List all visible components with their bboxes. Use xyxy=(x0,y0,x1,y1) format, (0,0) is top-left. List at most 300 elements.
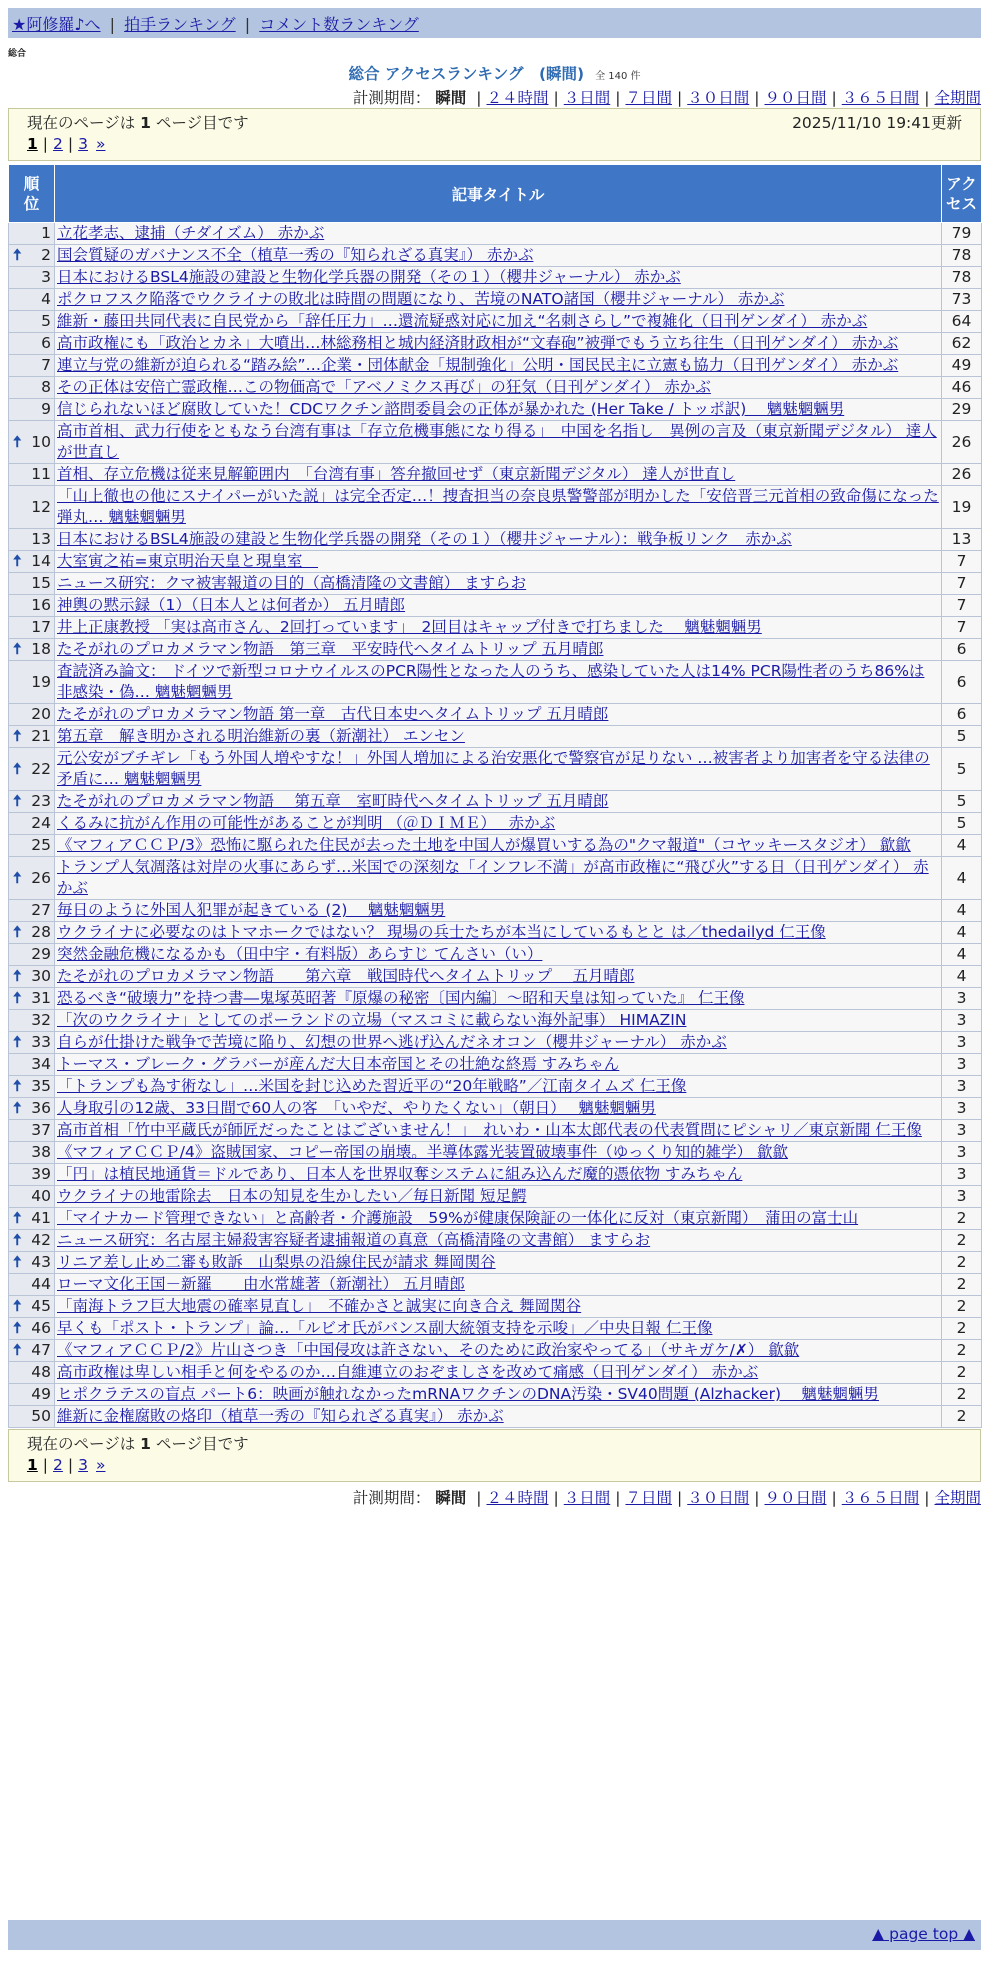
table-row xyxy=(9,421,982,464)
pagination-separator: | xyxy=(67,1456,74,1474)
article-title-link[interactable]: たそがれのプロカメラマン物語 第三章 平安時代へタイムトリップ 五月晴郎 xyxy=(57,640,604,658)
pagination xyxy=(27,133,962,155)
article-title-link[interactable]: ヒポクラテスの盲点 パート6：映画が触れなかったmRNAワクチンのDNA汚染・SV40問題 (Alzhacker) 魑魅魍魎男 xyxy=(57,1385,879,1403)
article-title-link[interactable]: ニュース研究：クマ被害報道の目的（高橋清隆の文書館） ますらお xyxy=(57,574,527,592)
article-title-link[interactable]: ポクロフスク陥落でウクライナの敗北は時間の問題になり、苦境のNATO諸国（櫻井ジャーナル） 赤かぶ xyxy=(57,290,785,308)
rank-cell xyxy=(9,704,55,726)
table-row xyxy=(9,551,982,573)
title-cell xyxy=(55,1406,942,1428)
period-option-link[interactable]: ９０日間 xyxy=(764,89,827,107)
period-separator: | xyxy=(754,89,760,107)
title-cell xyxy=(55,661,942,704)
article-title-link[interactable]: 維新に金権腐敗の烙印（植草一秀の『知られざる真実』） 赤かぶ xyxy=(57,1407,504,1425)
page-status: 現在のページは 1 ページ目です xyxy=(27,114,249,132)
column-header-rank: 順位 xyxy=(9,165,55,223)
table-row xyxy=(9,1384,982,1406)
pagination-next-link[interactable]: » xyxy=(96,1456,106,1474)
table-row xyxy=(9,748,982,791)
title-cell xyxy=(55,922,942,944)
ranking-title-line xyxy=(0,62,989,84)
rank-number: 6 xyxy=(41,334,51,352)
access-count: 7 xyxy=(942,573,982,595)
article-title-link[interactable]: たそがれのプロカメラマン物語 第五章 室町時代へタイムトリップ 五月晴郎 xyxy=(57,792,609,810)
title-cell xyxy=(55,1318,942,1340)
article-title-link[interactable]: その正体は安倍亡霊政権…この物価高で「アベノミクス再び」の狂気（日刊ゲンダイ） 赤かぶ xyxy=(57,378,711,396)
rank-number: 23 xyxy=(31,792,51,810)
title-cell xyxy=(55,1098,942,1120)
access-count: 73 xyxy=(942,289,982,311)
article-title-link[interactable]: ウクライナの地雷除去 日本の知見を生かしたい／毎日新聞 短足鰐 xyxy=(57,1187,527,1205)
access-count: 4 xyxy=(942,944,982,966)
title-cell xyxy=(55,1164,942,1186)
access-count: 62 xyxy=(942,333,982,355)
title-cell xyxy=(55,245,942,267)
article-title-link[interactable]: 「円」は植民地通貨＝ドルであり、日本人を世界収奪システムに組み込んだ魔的憑依物 すみちゃん xyxy=(57,1165,743,1183)
access-count: 29 xyxy=(942,399,982,421)
table-row xyxy=(9,1186,982,1208)
rank-number: 45 xyxy=(31,1297,51,1315)
title-cell xyxy=(55,813,942,835)
column-header-title: 記事タイトル xyxy=(55,165,942,223)
rank-number: 18 xyxy=(31,640,51,658)
title-cell xyxy=(55,529,942,551)
rank-number: 11 xyxy=(31,465,51,483)
period-option-link[interactable]: ３６５日間 xyxy=(841,89,920,107)
rank-number: 9 xyxy=(41,400,51,418)
rank-cell xyxy=(9,289,55,311)
table-row xyxy=(9,1230,982,1252)
period-separator: | xyxy=(754,1489,760,1507)
rank-cell xyxy=(9,399,55,421)
period-separator: | xyxy=(553,89,559,107)
table-row xyxy=(9,1076,982,1098)
article-title-link[interactable]: 「次のウクライナ」としてのポーランドの立場（マスコミに載らない海外記事） HIMAZIN xyxy=(57,1011,687,1029)
access-count: 3 xyxy=(942,1120,982,1142)
period-option-link[interactable]: ３０日間 xyxy=(687,1489,750,1507)
title-cell xyxy=(55,1384,942,1406)
rank-number: 50 xyxy=(31,1407,51,1425)
rank-cell xyxy=(9,267,55,289)
rank-cell xyxy=(9,486,55,529)
article-title-link[interactable]: 《マフィアＣＣＰ/2》片山さつき「中国侵攻は許さない、そのために政治家やってる」（サキガケ/✗） 歙歙 xyxy=(57,1341,800,1359)
article-title-link[interactable]: 《マフィアＣＣＰ/3》恐怖に駆られた住民が去った土地を中国人が爆買いする為の"クマ報道"（コヤッキースタジオ） 歙歙 xyxy=(57,836,911,854)
access-count: 26 xyxy=(942,421,982,464)
title-cell xyxy=(55,223,942,245)
access-count: 5 xyxy=(942,813,982,835)
rank-number: 44 xyxy=(31,1275,51,1293)
access-count: 2 xyxy=(942,1340,982,1362)
article-title-link[interactable]: 《マフィアＣＣＰ/4》盗賊国家、コピー帝国の崩壊。半導体露光装置破壊事件（ゆっくり知的雑学） 歙歙 xyxy=(57,1143,788,1161)
period-option-link[interactable]: ３６５日間 xyxy=(841,1489,920,1507)
up-arrow-icon: 🠅 xyxy=(13,868,22,887)
rank-number: 10 xyxy=(31,432,51,451)
rank-cell xyxy=(9,1142,55,1164)
title-cell xyxy=(55,1142,942,1164)
rank-cell xyxy=(9,1274,55,1296)
rank-cell xyxy=(9,595,55,617)
rank-cell xyxy=(9,857,55,900)
rank-cell xyxy=(9,1054,55,1076)
pagination xyxy=(27,1454,962,1476)
title-cell xyxy=(55,988,942,1010)
up-arrow-icon: 🠅 xyxy=(13,552,22,570)
access-count: 2 xyxy=(942,1296,982,1318)
period-option-link[interactable]: ７日間 xyxy=(625,89,672,107)
title-cell xyxy=(55,966,942,988)
period-option-link[interactable]: ７日間 xyxy=(625,1489,672,1507)
pagination-link[interactable]: 2 xyxy=(53,1456,63,1474)
title-cell xyxy=(55,333,942,355)
period-separator: | xyxy=(476,1489,482,1507)
period-option-link[interactable]: ９０日間 xyxy=(764,1489,827,1507)
rank-number: 35 xyxy=(31,1077,51,1095)
rank-number: 26 xyxy=(31,868,51,887)
article-title-link[interactable]: 「南海トラフ巨大地震の確率見直し」 不確かさと誠実に向き合え 舞岡関谷 xyxy=(57,1297,582,1315)
period-separator: | xyxy=(553,1489,559,1507)
rank-cell xyxy=(9,1164,55,1186)
rank-cell xyxy=(9,355,55,377)
nav-separator: | xyxy=(109,15,116,34)
title-cell xyxy=(55,1032,942,1054)
total-count: 全 140 件 xyxy=(595,71,641,82)
rank-cell xyxy=(9,988,55,1010)
up-arrow-icon: 🠅 xyxy=(13,967,22,985)
article-title-link[interactable]: ローマ文化王国－新羅 由水常雄著（新潮社） 五月晴郎 xyxy=(57,1275,465,1293)
period-option-link[interactable]: ３日間 xyxy=(563,89,611,107)
article-title-link[interactable]: 「マイナカード管理できない」と高齢者・介護施設 59%が健康保険証の一体化に反対（東京新聞） 蒲田の富士山 xyxy=(57,1209,859,1227)
rank-number: 37 xyxy=(31,1121,51,1139)
title-cell xyxy=(55,1230,942,1252)
table-row xyxy=(9,1054,982,1076)
table-row xyxy=(9,223,982,245)
pagination-separator: | xyxy=(42,1456,49,1474)
pagination-next-link[interactable]: » xyxy=(96,135,106,153)
article-title-link[interactable]: 毎日のように外国人犯罪が起きている (2) 魑魅魍魎男 xyxy=(57,901,446,919)
rank-cell xyxy=(9,835,55,857)
period-separator: | xyxy=(476,89,482,107)
table-row xyxy=(9,289,982,311)
article-title-link[interactable]: たそがれのプロカメラマン物語 第六章 戦国時代へタイムトリップ 五月晴郎 xyxy=(57,967,635,985)
up-arrow-icon: 🠅 xyxy=(13,1077,22,1095)
up-arrow-icon: 🠅 xyxy=(13,792,22,810)
rank-number: 7 xyxy=(41,356,51,374)
access-count: 5 xyxy=(942,748,982,791)
page-top-link[interactable]: ▲ page top ▲ xyxy=(872,1925,975,1943)
table-row xyxy=(9,1120,982,1142)
title-cell xyxy=(55,1120,942,1142)
rank-number: 22 xyxy=(31,759,51,778)
pagination-current: 1 xyxy=(27,1456,38,1474)
table-row xyxy=(9,944,982,966)
article-title-link[interactable]: 「山上徹也の他にスナイパーがいた説」は完全否定…！捜査担当の奈良県警警部が明かした「安倍晋三元首相の致命傷になった弾丸… 魑魅魍魎男 xyxy=(57,487,939,526)
rank-cell xyxy=(9,813,55,835)
period-option-link[interactable]: ３日間 xyxy=(563,1489,611,1507)
access-count: 26 xyxy=(942,464,982,486)
article-title-link[interactable]: 維新・藤田共同代表に自民党から「辞任圧力」…還流疑惑対応に加え“名刺さらし”で複雑化（日刊ゲンダイ） 赤かぶ xyxy=(57,312,868,330)
rank-number: 29 xyxy=(31,945,51,963)
article-title-link[interactable]: 神輿の黙示録（1）（日本人とは何者か） 五月晴郎 xyxy=(57,596,406,614)
rank-cell xyxy=(9,573,55,595)
rank-number: 28 xyxy=(31,923,51,941)
article-title-link[interactable]: 信じられないほど腐敗していた！CDCワクチン諮問委員会の正体が暴かれた (Her Take / トッポ訳) 魑魅魍魎男 xyxy=(57,400,845,418)
rank-cell xyxy=(9,223,55,245)
pagination-box-top xyxy=(8,108,981,161)
table-row xyxy=(9,1032,982,1054)
article-title-link[interactable]: 恐るべき“破壊力”を持つ書―鬼塚英昭著『原爆の秘密〔国内編〕～昭和天皇は知っていた』 仁王像 xyxy=(57,989,745,1007)
article-title-link[interactable]: 査読済み論文： ドイツで新型コロナウイルスのPCR陽性となった人のうち、感染していた人は14% PCR陽性者のうち86%は非感染・偽… 魑魅魍魎男 xyxy=(57,662,925,701)
period-separator: | xyxy=(831,1489,837,1507)
title-cell xyxy=(55,1010,942,1032)
article-title-link[interactable]: 自らが仕掛けた戦争で苦境に陥り、幻想の世界へ逃げ込んだネオコン（櫻井ジャーナル） 赤かぶ xyxy=(57,1033,727,1051)
access-count: 2 xyxy=(942,1406,982,1428)
title-cell xyxy=(55,311,942,333)
up-arrow-icon: 🠅 xyxy=(13,246,22,264)
period-option-link[interactable]: ２４時間 xyxy=(486,89,549,107)
rank-cell xyxy=(9,333,55,355)
rank-cell xyxy=(9,922,55,944)
rank-cell xyxy=(9,1340,55,1362)
comment-ranking-link[interactable]: コメント数ランキング xyxy=(259,15,419,34)
article-title-link[interactable]: 人身取引の12歳、33日間で60人の客 「いやだ、やりたくない」（朝日） 魑魅魍魎男 xyxy=(57,1099,656,1117)
table-row xyxy=(9,988,982,1010)
title-cell xyxy=(55,1274,942,1296)
rank-cell xyxy=(9,464,55,486)
access-count: 6 xyxy=(942,704,982,726)
access-count: 4 xyxy=(942,900,982,922)
article-title-link[interactable]: 連立与党の維新が迫られる“踏み絵”…企業・団体献金「規制強化」公明・国民民主に立憲も協力（日刊ゲンダイ） 赤かぶ xyxy=(57,356,899,374)
title-cell xyxy=(55,267,942,289)
access-count: 7 xyxy=(942,617,982,639)
access-count: 3 xyxy=(942,1142,982,1164)
table-row xyxy=(9,1252,982,1274)
article-title-link[interactable]: 突然金融危機になるかも（田中宇・有料版）あらすじ てんさい（い） xyxy=(57,945,543,963)
article-title-link[interactable]: ウクライナに必要なのはトマホークではない？ 現場の兵士たちが本当にしているもとと は／thedailyd 仁王像 xyxy=(57,923,826,941)
table-row xyxy=(9,726,982,748)
rank-cell xyxy=(9,1120,55,1142)
up-arrow-icon: 🠅 xyxy=(13,432,22,451)
title-cell xyxy=(55,748,942,791)
rank-number: 8 xyxy=(41,378,51,396)
rank-cell xyxy=(9,421,55,464)
rank-cell xyxy=(9,748,55,791)
article-title-link[interactable]: 「トランプも為す術なし」…米国を封じ込めた習近平の“20年戦略”／江南タイムズ 仁王像 xyxy=(57,1077,687,1095)
table-row xyxy=(9,1098,982,1120)
access-count: 3 xyxy=(942,1032,982,1054)
table-row xyxy=(9,1142,982,1164)
access-count: 4 xyxy=(942,857,982,900)
pagination-current: 1 xyxy=(27,135,38,153)
access-count: 2 xyxy=(942,1252,982,1274)
up-arrow-icon: 🠅 xyxy=(13,923,22,941)
title-cell xyxy=(55,464,942,486)
title-cell xyxy=(55,835,942,857)
up-arrow-icon: 🠅 xyxy=(13,1033,22,1051)
table-row xyxy=(9,1318,982,1340)
updated-timestamp: 2025/11/10 19:41更新 xyxy=(792,114,962,132)
page-status: 現在のページは 1 ページ目です xyxy=(27,1435,249,1453)
period-selector-bottom xyxy=(353,1486,981,1508)
access-count: 2 xyxy=(942,1362,982,1384)
top-nav-bar xyxy=(8,8,981,38)
access-count: 4 xyxy=(942,922,982,944)
table-row xyxy=(9,1010,982,1032)
title-cell xyxy=(55,1186,942,1208)
title-cell xyxy=(55,377,942,399)
title-cell xyxy=(55,399,942,421)
access-count: 7 xyxy=(942,595,982,617)
table-row xyxy=(9,595,982,617)
table-row xyxy=(9,617,982,639)
article-title-link[interactable]: ニュース研究：名古屋主婦殺害容疑者逮捕報道の真意（高橋清隆の文書館） ますらお xyxy=(57,1231,651,1249)
table-row xyxy=(9,922,982,944)
rank-cell xyxy=(9,1010,55,1032)
rank-number: 31 xyxy=(31,989,51,1007)
rank-cell xyxy=(9,617,55,639)
period-separator: | xyxy=(924,89,930,107)
period-option-link[interactable]: ２４時間 xyxy=(486,1489,549,1507)
article-title-link[interactable]: 高市政権にも「政治とカネ」大噴出…林総務相と城内経済財政相が“文春砲”被弾でもう立ち往生（日刊ゲンダイ） 赤かぶ xyxy=(57,334,899,352)
pagination-link[interactable]: 3 xyxy=(78,1456,89,1474)
article-title-link[interactable]: トーマス・ブレーク・グラバーが産んだ大日本帝国とその壮絶な終焉 すみちゃん xyxy=(57,1055,620,1073)
up-arrow-icon: 🠅 xyxy=(13,1253,22,1271)
title-cell xyxy=(55,1362,942,1384)
rank-cell xyxy=(9,944,55,966)
title-cell xyxy=(55,704,942,726)
table-row xyxy=(9,1362,982,1384)
period-separator: | xyxy=(615,89,621,107)
table-row xyxy=(9,377,982,399)
title-cell xyxy=(55,726,942,748)
rank-number: 4 xyxy=(41,290,51,308)
rank-number: 3 xyxy=(41,268,51,286)
rank-number: 12 xyxy=(31,497,51,516)
pagination-link[interactable]: 3 xyxy=(78,135,89,153)
access-count: 4 xyxy=(942,966,982,988)
access-count: 3 xyxy=(942,988,982,1010)
rank-number: 27 xyxy=(31,901,51,919)
access-count: 78 xyxy=(942,267,982,289)
table-row xyxy=(9,267,982,289)
article-title-link[interactable]: トランプ人気凋落は対岸の火事にあらず…米国での深刻な「インフレ不満」が高市政権に“飛び火”する日（日刊ゲンダイ） 赤かぶ xyxy=(57,858,929,897)
table-row xyxy=(9,857,982,900)
pagination-link[interactable]: 2 xyxy=(53,135,63,153)
access-count: 2 xyxy=(942,1230,982,1252)
article-title-link[interactable]: 井上正康教授 「実は高市さん、2回打っています」 2回目はキャップ付きで打ちました 魑魅魍魎男 xyxy=(57,618,762,636)
rank-number: 2 xyxy=(41,246,51,264)
rank-number: 43 xyxy=(31,1253,51,1271)
rank-number: 21 xyxy=(31,727,51,745)
rank-number: 46 xyxy=(31,1319,51,1337)
rank-number: 38 xyxy=(31,1143,51,1161)
article-title-link[interactable]: くるみに抗がん作用の可能性があることが判明 （＠ＤＩＭＥ） 赤かぶ xyxy=(57,814,556,832)
access-count: 46 xyxy=(942,377,982,399)
rank-number: 39 xyxy=(31,1165,51,1183)
access-count: 49 xyxy=(942,355,982,377)
page-title: 総合 アクセスランキング (瞬間) xyxy=(348,65,585,83)
article-title-link[interactable]: 大室寅之祐=東京明治天皇と現皇室 xyxy=(57,552,318,570)
rank-cell xyxy=(9,377,55,399)
title-cell xyxy=(55,289,942,311)
access-count: 6 xyxy=(942,661,982,704)
rank-number: 15 xyxy=(31,574,51,592)
period-option-link[interactable]: 全期間 xyxy=(934,89,981,107)
table-row xyxy=(9,1164,982,1186)
article-title-link[interactable]: 立花孝志、逮捕（チダイズム） 赤かぶ xyxy=(57,224,325,242)
table-row xyxy=(9,704,982,726)
article-title-link[interactable]: 日本におけるBSL4施設の建設と生物化学兵器の開発（その１）（櫻井ジャーナル） 赤かぶ xyxy=(57,268,681,286)
table-row xyxy=(9,1274,982,1296)
table-row xyxy=(9,639,982,661)
table-row xyxy=(9,333,982,355)
title-cell xyxy=(55,857,942,900)
article-title-link[interactable]: 高市首相「竹中平蔵氏が師匠だったことはございません！」 れいわ・山本太郎代表の代表質問にピシャリ／東京新聞 仁王像 xyxy=(57,1121,922,1139)
title-cell xyxy=(55,355,942,377)
up-arrow-icon: 🠅 xyxy=(13,1319,22,1337)
title-cell xyxy=(55,1076,942,1098)
rank-cell xyxy=(9,1186,55,1208)
article-title-link[interactable]: 高市首相、武力行使をともなう台湾有事は「存立危機事態になり得る」 中国を名指し 異例の言及（東京新聞デジタル） 達人が世直し xyxy=(57,422,937,461)
table-row xyxy=(9,311,982,333)
rank-cell xyxy=(9,1208,55,1230)
rank-cell xyxy=(9,639,55,661)
rank-cell xyxy=(9,1252,55,1274)
article-title-link[interactable]: 日本におけるBSL4施設の建設と生物化学兵器の開発（その１）（櫻井ジャーナル）：戦争板リンク 赤かぶ xyxy=(57,530,792,548)
title-cell xyxy=(55,1296,942,1318)
period-current: 瞬間 xyxy=(435,89,467,107)
title-cell xyxy=(55,900,942,922)
clap-ranking-link[interactable]: 拍手ランキング xyxy=(124,15,236,34)
period-option-link[interactable]: ３０日間 xyxy=(687,89,750,107)
period-separator: | xyxy=(831,89,837,107)
up-arrow-icon: 🠅 xyxy=(13,727,22,745)
home-link[interactable]: ★阿修羅♪へ xyxy=(12,15,101,34)
article-title-link[interactable]: リニア差し止め二審も敗訴 山梨県の沿線住民が請求 舞岡関谷 xyxy=(57,1253,496,1271)
title-cell xyxy=(55,791,942,813)
title-cell xyxy=(55,1208,942,1230)
period-separator: | xyxy=(924,1489,930,1507)
rank-cell xyxy=(9,1076,55,1098)
title-cell xyxy=(55,617,942,639)
access-count: 2 xyxy=(942,1208,982,1230)
article-title-link[interactable]: 第五章 解き明かされる明治維新の裏（新潮社） エンセン xyxy=(57,727,465,745)
rank-number: 20 xyxy=(31,705,51,723)
article-title-link[interactable]: 元公安がブチギレ「もう外国人増やすな！」外国人増加による治安悪化で警察官が足りない …被害者より加害者を守る法律の矛盾に… 魑魅魍魎男 xyxy=(57,749,930,788)
rank-cell xyxy=(9,1296,55,1318)
article-title-link[interactable]: 国会質疑のガバナンス不全（植草一秀の『知られざる真実』） 赤かぶ xyxy=(57,246,534,264)
title-cell xyxy=(55,421,942,464)
period-separator: | xyxy=(677,1489,683,1507)
access-count: 7 xyxy=(942,551,982,573)
table-row xyxy=(9,573,982,595)
table-row xyxy=(9,464,982,486)
rank-number: 17 xyxy=(31,618,51,636)
period-option-link[interactable]: 全期間 xyxy=(934,1489,981,1507)
article-title-link[interactable]: 高市政権は卑しい相手と何をやるのか…自維連立のおぞましさを改めて痛感（日刊ゲンダイ） 赤かぶ xyxy=(57,1363,759,1381)
up-arrow-icon: 🠅 xyxy=(13,1341,22,1359)
period-label: 計測期間： xyxy=(352,89,431,107)
access-count: 2 xyxy=(942,1274,982,1296)
article-title-link[interactable]: たそがれのプロカメラマン物語 第一章 古代日本史へタイムトリップ 五月晴郎 xyxy=(57,705,609,723)
access-count: 79 xyxy=(942,223,982,245)
access-count: 78 xyxy=(942,245,982,267)
article-title-link[interactable]: 首相、存立危機は従来見解範囲内 「台湾有事」答弁撤回せず（東京新聞デジタル） 達人が世直し xyxy=(57,465,736,483)
article-title-link[interactable]: 早くも「ポスト・トランプ」論…「ルビオ氏がバンス副大統領支持を示唆」／中央日報 仁王像 xyxy=(57,1319,713,1337)
rank-cell xyxy=(9,1098,55,1120)
access-count: 3 xyxy=(942,1098,982,1120)
rank-number: 33 xyxy=(31,1033,51,1051)
rank-number: 47 xyxy=(31,1341,51,1359)
rank-cell xyxy=(9,529,55,551)
